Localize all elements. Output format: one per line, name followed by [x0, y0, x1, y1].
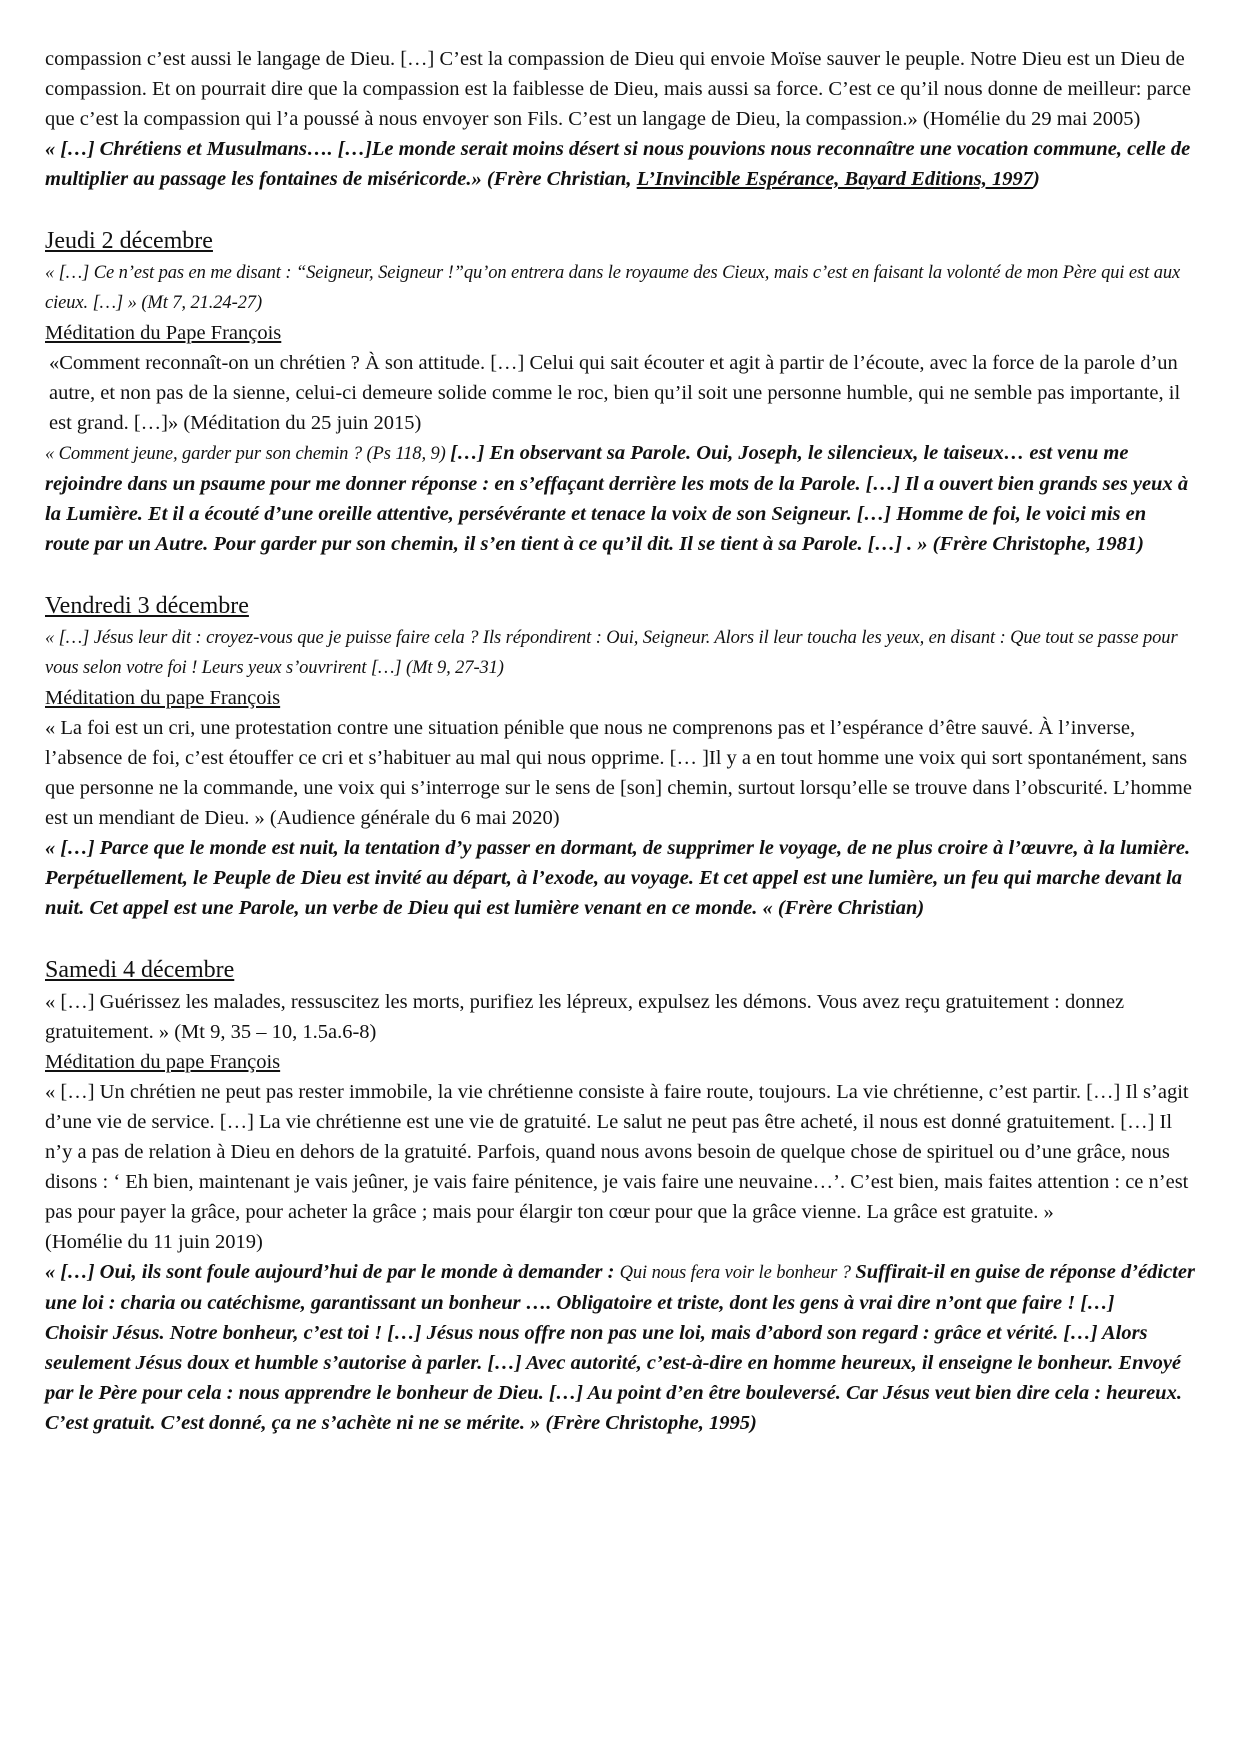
meditation-source-samedi: (Homélie du 11 juin 2019): [45, 1231, 263, 1253]
brother-a-italic-samedi: Qui nous fera voir le bonheur ?: [619, 1263, 856, 1283]
brother-quote-samedi-2: Choisir Jésus. Notre bonheur, c’est toi ! […] Jésus nous offre non pas une loi, mais d’abord son regard : grâce et vérité. […] Alors seulement Jésus doux et humble s’autorise à parler. […] Avec autorité, c’est-à-dire en homme heureux, il enseigne le bonheur. Envoyé par le Père pour cela : nous apprendre le bonheur de Dieu. […] Au point d’en être bouleversé. Car Jésus veut bien dire cela : heureux. C’est gratuit. C’est donné, ça ne s’achète ni ne se mérite. » (Frère Christophe, 1995): [45, 1322, 1182, 1434]
heading-vendredi: Vendredi 3 décembre: [45, 593, 249, 619]
brother-b-samedi: Suffirait-il en guise de réponse d’édicter une loi : charia ou catéchisme, garantissant un bonheur …. Obligatoire et triste, dont les gens à vrai dire n’ont que faire ! […]: [45, 1261, 1195, 1314]
brother-quote-vendredi: « […] Parce que le monde est nuit, la tentation d’y passer en dormant, de supprimer le voyage, de ne plus croire à l’œuvre, à la lumière. Perpétuellement, le Peuple de Dieu est invité au départ, à l’exode, au voyage. Et cet appel est une lumière, un feu qui marche devant la nuit. Cet appel est une Parole, un verbe de Dieu qui est lumière venant en ce monde. « (Frère Christian): [45, 837, 1191, 919]
gospel-vendredi: « […] Jésus leur dit : croyez-vous que je puisse faire cela ? Ils répondirent : Oui, Seigneur. Alors il leur toucha les yeux, en disant : Que tout se passe pour vous selon votre foi ! Leurs yeux s’ouvrirent […] (Mt 9, 27-31): [45, 628, 1178, 678]
meditation-jeudi: «Comment reconnaît-on un chrétien ? À son attitude. […] Celui qui sait écouter et agit à partir de l’écoute, avec la force de la parole d’un autre, et non pas de la sienne, celui-ci demeure solide comme le roc, bien qu’il soit une personne humble, qui ne semble pas importante, il est grand. […]» (Méditation du 25 juin 2015): [49, 352, 1181, 434]
gospel-samedi: « […] Guérissez les malades, ressuscitez les morts, purifiez les lépreux, expulsez les démons. Vous avez reçu gratuitement : donnez gratuitement. » (Mt 9, 35 – 10, 1.5a.6-8): [45, 991, 1125, 1043]
intro-quote: compassion c’est aussi le langage de Dieu. […] C’est la compassion de Dieu qui envoie Moïse sauver le peuple. Notre Dieu est un Dieu de compassion. Et on pourrait dire que la compassion est la faiblesse de Dieu, mais aussi sa force. C’est ce qu’il nous donne de meilleur: parce que c’est la compassion qui l’a poussé à nous envoyer son Fils. C’est un langage de Dieu, la compassion.» (Homélie du 29 mai 2005): [45, 48, 1191, 130]
meditation-label-jeudi: Méditation du Pape François: [45, 322, 282, 344]
brother-quote-jeudi: [45, 438, 1195, 559]
heading-samedi: Samedi 4 décembre: [45, 957, 235, 983]
meditation-label-vendredi: Méditation du pape François: [45, 687, 281, 709]
brother-text-jeudi: […] En observant sa Parole. Oui, Joseph, le silencieux, le taiseux… est venu me rejoindre dans un psaume pour me donner réponse : en s’effaçant derrière les mots de la Parole. […] Il a ouvert bien grands ses yeux à la Lumière. Et il a écouté d’une oreille attentive, persévérante et tenace la voix de son Seigneur. […] Homme de foi, le voici mis en route par un Autre. Pour garder pur son chemin, il s’en tient à ce qu’il dit. Il se tient à sa Parole. […] . » (Frère Christophe, 1981): [45, 442, 1189, 555]
meditation-samedi: « […] Un chrétien ne peut pas rester immobile, la vie chrétienne consiste à faire route, toujours. La vie chrétienne, c’est partir. […] Il s’agit d’une vie de service. […] La vie chrétienne est une vie de gratuité. Le salut ne peut pas être acheté, il nous est donné gratuitement. […] Il n’y a pas de relation à Dieu en dehors de la gratuité. Parfois, quand nous avons besoin de quelque chose de spirituel ou d’une grâce, nous disons : ‘ Eh bien, maintenant je vais jeûner, je vais faire pénitence, je vais faire une neuvaine…’. C’est bien, mais faites attention : ce n’est pas pour payer la grâce, pour acheter la grâce ; mais pour élargir ton cœur pour que la grâce vienne. La grâce est gratuite. »: [45, 1081, 1189, 1223]
meditation-label-samedi: Méditation du pape François: [45, 1051, 281, 1073]
brother-a-samedi: « […] Oui, ils sont foule aujourd’hui de par le monde à demander :: [45, 1261, 620, 1283]
meditation-vendredi: « La foi est un cri, une protestation contre une situation pénible que nous ne comprenons pas et l’espérance d’être sauvé. À l’inverse, l’absence de foi, c’est étouffer ce cri et s’habituer au mal qui nous opprime. [… ]Il y a en tout homme une voix qui sort spontanément, sans que personne ne la commande, une voix qui s’interroge sur le sens de [son] chemin, surtout lorsqu’elle se trouve dans l’obscurité. L’homme est un mendiant de Dieu. » (Audience générale du 6 mai 2020): [45, 717, 1192, 829]
intro-brother-close: ): [1033, 168, 1040, 190]
gospel-jeudi: « […] Ce n’est pas en me disant : “Seigneur, Seigneur !”qu’on entrera dans le royaume des Cieux, mais c’est en faisant la volonté de mon Père qui est aux cieux. […] » (Mt 7, 21.24-27): [45, 263, 1181, 313]
document-page: [45, 44, 1195, 1438]
intro-brother-text: « […] Chrétiens et Musulmans…. […]Le monde serait moins désert si nous pouvions nous reconnaître une vocation commune, celle de multiplier au passage les fontaines de miséricorde.» (Frère Christian,: [45, 138, 1191, 190]
intro-brother-book: L’Invincible Espérance, Bayard Editions, 1997: [636, 168, 1034, 190]
heading-jeudi: Jeudi 2 décembre: [45, 228, 213, 254]
intro-brother-quote: [45, 134, 1195, 194]
brother-quote-samedi-1: [45, 1257, 1195, 1318]
brother-intro-jeudi: « Comment jeune, garder pur son chemin ? (Ps 118, 9): [45, 444, 451, 464]
